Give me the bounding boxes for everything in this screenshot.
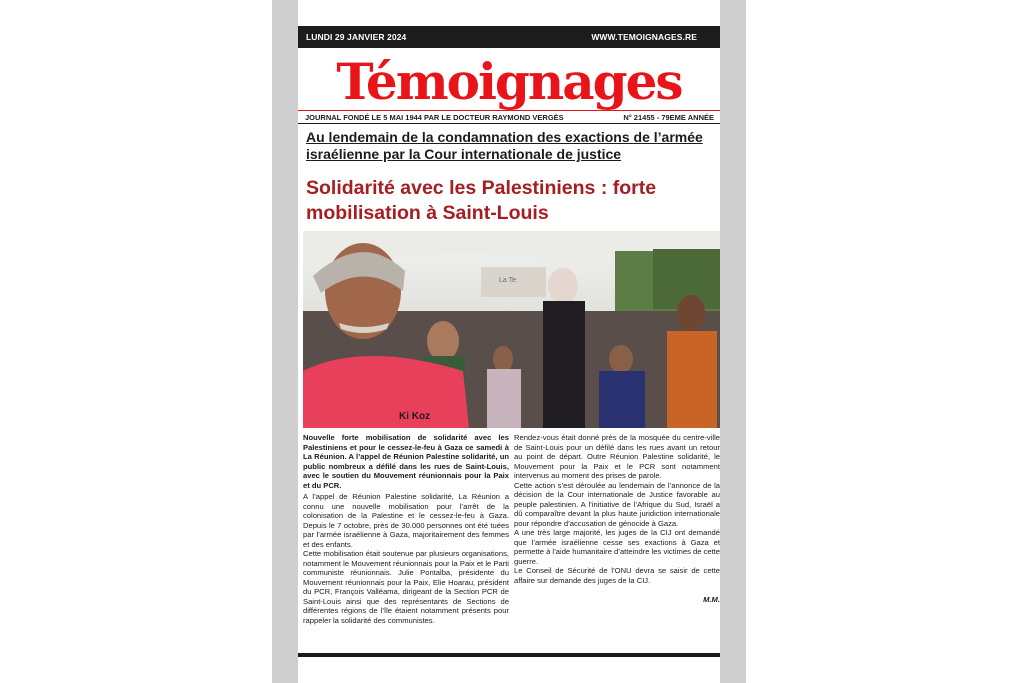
article-photo <box>303 231 720 428</box>
right-column <box>514 433 720 649</box>
newspaper-page <box>298 26 720 657</box>
photo-sign-text: La Te <box>499 277 516 284</box>
article-kicker: Au lendemain de la condamnation des exactions de l’armée israélienne par la Cour internationale de justice <box>306 129 703 162</box>
top-bar <box>298 26 720 48</box>
website-link[interactable]: WWW.TEMOIGNAGES.RE <box>591 32 697 42</box>
body-paragraph: A l’appel de Réunion Palestine solidarité, La Réunion a connu une nouvelle mobilisation pour l’arrêt de la colonisation de la Palestine et le cessez-le-feu à Gaza. Depuis le 7 octobre, près de 30.000 personnes ont été tuées par l’armée israélienne à Gaza, majoritairement des femmes et des enfants. <box>303 492 509 549</box>
issue-number: N° 21455 - 79EME ANNÉE <box>623 112 714 122</box>
protest-photo-illustration <box>303 231 720 428</box>
left-margin-band <box>272 0 298 683</box>
article-lede: Nouvelle forte mobilisation de solidarité avec les Palestiniens et pour le cessez-le-feu à Gaza ce samedi à La Réunion. A l’appel de Réunion Palestine solidarité, un public nombreux a défilé dans les rues de Saint-Louis, avec le soutien du Mouvement réunionnais pour la Paix et du PCR. <box>303 433 509 490</box>
body-paragraph: Rendez-vous était donné près de la mosquée du centre-ville de Saint-Louis pour un défilé dans les rues avant un retour au point de départ. Outre Réunion Palestine solidarité, le Mouvement pour la Paix et le PCR sont notamment intervenus au moment des prises de parole. <box>514 433 720 480</box>
body-paragraph: A une très large majorité, les juges de la CIJ ont demandé que l’armée israélienne cesse ses exactions à Gaza et permette à l’aide humanitaire d’atteindre les victimes de cette guerre. <box>514 528 720 566</box>
founding-note: JOURNAL FONDÉ LE 5 MAI 1944 PAR LE DOCTEUR RAYMOND VERGÈS <box>305 112 564 122</box>
shirt-print-text: Ki Koz <box>399 411 431 422</box>
left-column <box>303 433 509 649</box>
article-body <box>303 433 720 649</box>
article-headline: Solidarité avec les Palestiniens : forte mobilisation à Saint-Louis <box>306 177 657 224</box>
body-paragraph: Cette action s’est déroulée au lendemain de l’annonce de la décision de la Cour internationale de Justice favorable au peuple palestinien. A l’initiative de l’Afrique du Sud, Israël a dû comparaître devant la plus haute juridiction internationale pour répondre d’accusation de génocide à Gaza. <box>514 480 720 528</box>
author-signature: M.M. <box>703 595 720 604</box>
founding-line <box>298 110 720 124</box>
right-margin-band <box>720 0 746 683</box>
bottom-rule <box>298 653 720 657</box>
body-paragraph: Le Conseil de Sécurité de l’ONU devra se saisir de cette affaire sur demande des juges de la CIJ. <box>514 566 720 585</box>
body-paragraph: Cette mobilisation était soutenue par plusieurs organisations, notamment le Mouvement réunionnais pour la Paix et le Parti communiste réunionnais. Julie Pontalba, présidente du Mouvement réunionnais pour la Paix, Elie Hoarau, président du PCR, François Valléama, dirigeant de la Section PCR de Saint-Louis ainsi que des représentants de Sections de différentes régions de l’île étaient notamment présents pour rappeler la solidarité des communistes. <box>303 549 509 625</box>
masthead-logo: Témoignages <box>336 52 682 111</box>
issue-date: LUNDI 29 JANVIER 2024 <box>306 32 407 42</box>
